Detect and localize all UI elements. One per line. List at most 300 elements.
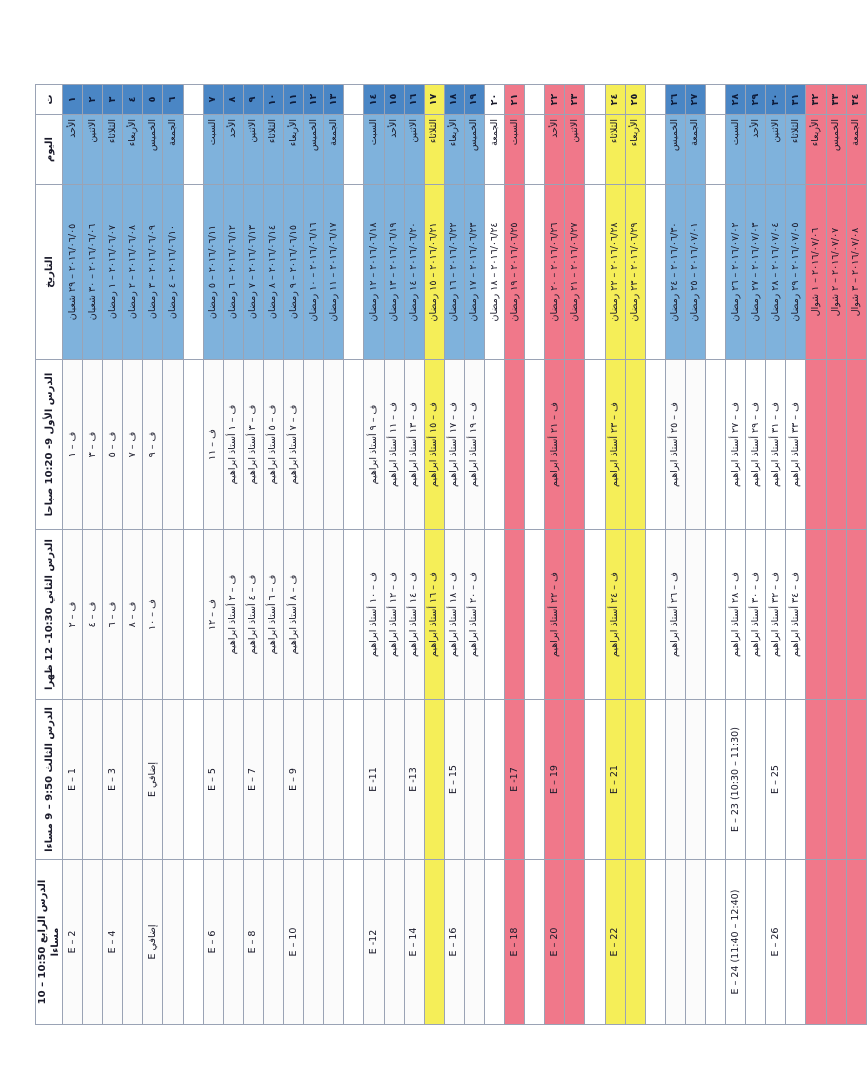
cell-lesson-3: E – 21 <box>605 700 625 860</box>
cell-lesson-3 <box>424 700 444 860</box>
header-num: ت <box>36 85 63 115</box>
cell-num: ١١ <box>284 85 304 115</box>
schedule-row <box>726 85 746 1025</box>
cell-lesson-3 <box>324 700 344 860</box>
cell-lesson-2 <box>846 530 866 700</box>
cell-lesson-1: ف – ١٩ أستاذ ابراهيم <box>464 360 484 530</box>
cell-day: الجمعة <box>685 115 705 185</box>
cell-num: ٣٢ <box>806 85 826 115</box>
cell-lesson-3: E – 7 <box>243 700 263 860</box>
cell-date: ٢٠١٦/٠٦/٢٣ – ١٧ رمضان <box>464 185 484 360</box>
cell-lesson-2 <box>585 530 605 700</box>
cell-lesson-1: ف – ٧ أستاذ ابراهيم <box>284 360 304 530</box>
cell-num <box>183 85 203 115</box>
cell-lesson-1: ف – ٩ <box>143 360 163 530</box>
cell-num: ٨ <box>223 85 243 115</box>
cell-num: ٢٦ <box>665 85 685 115</box>
cell-date: ٢٠١٦/٠٧/٠١ – ٢٥ رمضان <box>685 185 705 360</box>
cell-lesson-2: ف – ٤ <box>83 530 103 700</box>
cell-day: الاثنين <box>83 115 103 185</box>
cell-day: الاثنين <box>243 115 263 185</box>
cell-date: ٢٠١٦/٠٦/١٧ – ١١ رمضان <box>324 185 344 360</box>
cell-day: الأربعاء <box>625 115 645 185</box>
cell-lesson-4 <box>83 860 103 1025</box>
cell-lesson-2 <box>565 530 585 700</box>
cell-lesson-3 <box>565 700 585 860</box>
cell-num <box>525 85 545 115</box>
cell-lesson-1: ف – ١١ أستاذ ابراهيم <box>384 360 404 530</box>
cell-num <box>645 85 665 115</box>
cell-lesson-2 <box>525 530 545 700</box>
cell-day: الأربعاء <box>806 115 826 185</box>
cell-lesson-1: ف – ٢٧ أستاذ ابراهيم <box>726 360 746 530</box>
cell-lesson-4 <box>324 860 344 1025</box>
cell-lesson-3 <box>123 700 143 860</box>
cell-lesson-2 <box>806 530 826 700</box>
schedule-row <box>123 85 143 1025</box>
cell-num: ١ <box>63 85 83 115</box>
schedule-table <box>35 84 867 1025</box>
cell-date: ٢٠١٦/٠٦/١٢ – ٦ رمضان <box>223 185 243 360</box>
cell-lesson-3 <box>706 700 726 860</box>
cell-lesson-4 <box>786 860 806 1025</box>
cell-lesson-3 <box>384 700 404 860</box>
schedule-row <box>846 85 866 1025</box>
cell-num: ٣ <box>103 85 123 115</box>
spacer-row <box>183 85 203 1025</box>
cell-lesson-3 <box>304 700 324 860</box>
spacer-row <box>645 85 665 1025</box>
cell-day: الخميس <box>464 115 484 185</box>
schedule-row <box>786 85 806 1025</box>
cell-day <box>645 115 665 185</box>
cell-lesson-1: ف – ٣ <box>83 360 103 530</box>
cell-day: الأحد <box>223 115 243 185</box>
schedule-row <box>284 85 304 1025</box>
cell-num: ١٧ <box>424 85 444 115</box>
schedule-row <box>605 85 625 1025</box>
cell-day: الجمعة <box>163 115 183 185</box>
cell-lesson-4 <box>123 860 143 1025</box>
cell-lesson-2: ف – ١٦ أستاذ ابراهيم <box>424 530 444 700</box>
cell-lesson-3: E إضافي <box>143 700 163 860</box>
cell-day: الخميس <box>826 115 846 185</box>
spacer-row <box>344 85 364 1025</box>
header-date: التاريخ <box>36 185 63 360</box>
cell-lesson-1 <box>304 360 324 530</box>
cell-lesson-4 <box>525 860 545 1025</box>
cell-lesson-2 <box>484 530 504 700</box>
cell-lesson-4: E – 10 <box>284 860 304 1025</box>
cell-lesson-3 <box>826 700 846 860</box>
schedule-row <box>364 85 384 1025</box>
cell-lesson-2 <box>706 530 726 700</box>
cell-lesson-3 <box>183 700 203 860</box>
cell-lesson-2: ف – ١٠ <box>143 530 163 700</box>
cell-day: السبت <box>726 115 746 185</box>
cell-day: الخميس <box>665 115 685 185</box>
cell-num: ١٦ <box>404 85 424 115</box>
cell-date: ٢٠١٦/٠٦/٢٨ – ٢٢ رمضان <box>605 185 625 360</box>
cell-lesson-2 <box>826 530 846 700</box>
cell-lesson-2: ف – ٢٢ أستاذ ابراهيم <box>545 530 565 700</box>
cell-lesson-2: ف – ١٨ أستاذ ابراهيم <box>444 530 464 700</box>
cell-lesson-1 <box>826 360 846 530</box>
cell-date: ٢٠١٦/٠٧/٠٢ – ٢٦ رمضان <box>726 185 746 360</box>
cell-lesson-3 <box>83 700 103 860</box>
cell-day: الثلاثاء <box>103 115 123 185</box>
cell-lesson-2: ف – ١٢ أستاذ ابراهيم <box>384 530 404 700</box>
cell-lesson-4 <box>645 860 665 1025</box>
schedule-row <box>324 85 344 1025</box>
cell-lesson-1: ف – ٩ أستاذ ابراهيم <box>364 360 384 530</box>
cell-num: ٣٠ <box>766 85 786 115</box>
cell-date: ٢٠١٦/٠٦/١٨ – ١٢ رمضان <box>364 185 384 360</box>
cell-num: ٢١ <box>505 85 525 115</box>
cell-lesson-3 <box>484 700 504 860</box>
cell-lesson-3: E – 23 (10:30 – 11:30) <box>726 700 746 860</box>
cell-day: الأربعاء <box>284 115 304 185</box>
schedule-row <box>444 85 464 1025</box>
cell-date: ٢٠١٦/٠٦/٢١ – ١٥ رمضان <box>424 185 444 360</box>
cell-num: ٩ <box>243 85 263 115</box>
cell-num: ٦ <box>163 85 183 115</box>
cell-lesson-2: ف – ٢٤ أستاذ ابراهيم <box>605 530 625 700</box>
cell-lesson-2: ف – ٢ <box>63 530 83 700</box>
cell-lesson-1: ف – ١٧ أستاذ ابراهيم <box>444 360 464 530</box>
cell-lesson-2: ف – ٢٨ أستاذ ابراهيم <box>726 530 746 700</box>
cell-lesson-2: ف – ٤ أستاذ ابراهيم <box>243 530 263 700</box>
cell-lesson-4 <box>424 860 444 1025</box>
cell-lesson-1 <box>706 360 726 530</box>
cell-num: ٣٤ <box>846 85 866 115</box>
cell-lesson-2 <box>505 530 525 700</box>
cell-lesson-4 <box>826 860 846 1025</box>
schedule-row <box>243 85 263 1025</box>
schedule-row <box>464 85 484 1025</box>
cell-num: ٢ <box>83 85 103 115</box>
cell-lesson-2 <box>344 530 364 700</box>
cell-lesson-1: ف – ٣٣ أستاذ ابراهيم <box>786 360 806 530</box>
cell-lesson-1 <box>806 360 826 530</box>
cell-lesson-3: E -13 <box>404 700 424 860</box>
cell-day: الأحد <box>384 115 404 185</box>
cell-lesson-4 <box>484 860 504 1025</box>
cell-day: الجمعة <box>846 115 866 185</box>
cell-lesson-1 <box>525 360 545 530</box>
spacer-row <box>585 85 605 1025</box>
cell-lesson-4 <box>806 860 826 1025</box>
cell-lesson-4 <box>565 860 585 1025</box>
cell-lesson-4 <box>625 860 645 1025</box>
cell-lesson-1 <box>324 360 344 530</box>
cell-lesson-2 <box>304 530 324 700</box>
cell-lesson-3: E – 1 <box>63 700 83 860</box>
cell-num: ٢٢ <box>545 85 565 115</box>
schedule-row <box>625 85 645 1025</box>
cell-lesson-2 <box>625 530 645 700</box>
cell-lesson-4: E – 24 (11:40 – 12:40) <box>726 860 746 1025</box>
schedule-row <box>746 85 766 1025</box>
schedule-row <box>63 85 83 1025</box>
cell-lesson-4 <box>746 860 766 1025</box>
cell-date: ٢٠١٦/٠٧/٠٥ – ٢٩ رمضان <box>786 185 806 360</box>
cell-date: ٢٠١٦/٠٦/١٩ – ١٣ رمضان <box>384 185 404 360</box>
cell-lesson-3 <box>625 700 645 860</box>
cell-date <box>585 185 605 360</box>
schedule-row <box>384 85 404 1025</box>
cell-day <box>525 115 545 185</box>
cell-lesson-1: ف – ٢١ أستاذ ابراهيم <box>545 360 565 530</box>
cell-lesson-4: E – 8 <box>243 860 263 1025</box>
cell-lesson-4 <box>263 860 283 1025</box>
cell-lesson-3: E – 15 <box>444 700 464 860</box>
cell-lesson-2: ف – ٢٠ أستاذ ابراهيم <box>464 530 484 700</box>
cell-day: الثلاثاء <box>263 115 283 185</box>
schedule-row <box>766 85 786 1025</box>
cell-date: ٢٠١٦/٠٦/٠٩ – ٣ رمضان <box>143 185 163 360</box>
schedule-row <box>304 85 324 1025</box>
cell-day <box>585 115 605 185</box>
cell-num: ٢٣ <box>565 85 585 115</box>
cell-date <box>183 185 203 360</box>
cell-lesson-4 <box>163 860 183 1025</box>
cell-lesson-3: E -11 <box>364 700 384 860</box>
schedule-row <box>826 85 846 1025</box>
cell-day: الاثنين <box>404 115 424 185</box>
cell-lesson-2: ف – ٣٠ أستاذ ابراهيم <box>746 530 766 700</box>
spacer-row <box>706 85 726 1025</box>
cell-num: ٢٨ <box>726 85 746 115</box>
cell-num: ١٨ <box>444 85 464 115</box>
cell-lesson-2 <box>645 530 665 700</box>
cell-num <box>706 85 726 115</box>
cell-date: ٢٠١٦/٠٦/٢٦ – ٢٠ رمضان <box>545 185 565 360</box>
header-row <box>36 85 63 1025</box>
cell-lesson-1: ف – ٥ <box>103 360 123 530</box>
schedule-row <box>404 85 424 1025</box>
cell-day: الأحد <box>545 115 565 185</box>
cell-date: ٢٠١٦/٠٧/٠٦ – ١ شوال <box>806 185 826 360</box>
cell-lesson-3 <box>645 700 665 860</box>
cell-lesson-4: E -12 <box>364 860 384 1025</box>
cell-num: ٤ <box>123 85 143 115</box>
cell-date: ٢٠١٦/٠٦/١١ – ٥ رمضان <box>203 185 223 360</box>
cell-day: السبت <box>505 115 525 185</box>
cell-num: ١٠ <box>263 85 283 115</box>
cell-num: ١٢ <box>304 85 324 115</box>
cell-lesson-1 <box>163 360 183 530</box>
cell-lesson-3 <box>525 700 545 860</box>
cell-lesson-3 <box>464 700 484 860</box>
schedule-body <box>63 85 867 1025</box>
cell-lesson-2: ف – ٣٤ أستاذ ابراهيم <box>786 530 806 700</box>
cell-num: ١٥ <box>384 85 404 115</box>
cell-lesson-1 <box>585 360 605 530</box>
cell-num <box>585 85 605 115</box>
header-lesson-3: الدرس الثالث 9:50 – 9 مساءا <box>36 700 63 860</box>
cell-lesson-4 <box>384 860 404 1025</box>
cell-lesson-4: E – 22 <box>605 860 625 1025</box>
cell-day: الاثنين <box>565 115 585 185</box>
cell-lesson-4: E إضافي <box>143 860 163 1025</box>
cell-date: ٢٠١٦/٠٦/٢٥ – ١٩ رمضان <box>505 185 525 360</box>
cell-num: ٥ <box>143 85 163 115</box>
cell-date: ٢٠١٦/٠٦/٠٥ – ٢٩ شعبان <box>63 185 83 360</box>
cell-lesson-1: ف – ٥ أستاذ ابراهيم <box>263 360 283 530</box>
cell-date: ٢٠١٦/٠٦/٢٠ – ١٤ رمضان <box>404 185 424 360</box>
cell-date: ٢٠١٦/٠٧/٠٤ – ٢٨ رمضان <box>766 185 786 360</box>
cell-lesson-2 <box>163 530 183 700</box>
cell-lesson-3 <box>585 700 605 860</box>
cell-lesson-3 <box>223 700 243 860</box>
cell-lesson-3: E – 5 <box>203 700 223 860</box>
cell-day: الخميس <box>143 115 163 185</box>
cell-lesson-4: E – 14 <box>404 860 424 1025</box>
cell-day: السبت <box>203 115 223 185</box>
spacer-row <box>525 85 545 1025</box>
schedule-row <box>484 85 504 1025</box>
cell-day: الثلاثاء <box>786 115 806 185</box>
cell-lesson-4 <box>685 860 705 1025</box>
cell-lesson-2: ف – ٢٦ أستاذ ابراهيم <box>665 530 685 700</box>
schedule-row <box>424 85 444 1025</box>
cell-lesson-3 <box>746 700 766 860</box>
schedule-row <box>223 85 243 1025</box>
cell-num: ٢٩ <box>746 85 766 115</box>
cell-day: الخميس <box>304 115 324 185</box>
cell-lesson-1: ف – ٧ <box>123 360 143 530</box>
cell-lesson-2: ف – ١٠ أستاذ ابراهيم <box>364 530 384 700</box>
cell-date: ٢٠١٦/٠٦/١٠ – ٤ رمضان <box>163 185 183 360</box>
cell-lesson-3 <box>665 700 685 860</box>
schedule-row <box>505 85 525 1025</box>
cell-lesson-3 <box>846 700 866 860</box>
cell-num: ١٩ <box>464 85 484 115</box>
cell-lesson-3 <box>263 700 283 860</box>
cell-lesson-4: E – 18 <box>505 860 525 1025</box>
cell-lesson-3: E – 19 <box>545 700 565 860</box>
cell-lesson-2: ف – ٣٢ أستاذ ابراهيم <box>766 530 786 700</box>
cell-num: ١٤ <box>364 85 384 115</box>
cell-lesson-1: ف – ٢٩ أستاذ ابراهيم <box>746 360 766 530</box>
cell-lesson-4 <box>846 860 866 1025</box>
cell-date: ٢٠١٦/٠٦/٠٧ – ١ رمضان <box>103 185 123 360</box>
cell-num: ٢٤ <box>605 85 625 115</box>
cell-date <box>525 185 545 360</box>
cell-date: ٢٠١٦/٠٧/٠٣ – ٢٧ رمضان <box>746 185 766 360</box>
schedule-row <box>545 85 565 1025</box>
cell-num: ١٣ <box>324 85 344 115</box>
cell-date <box>706 185 726 360</box>
cell-lesson-1 <box>565 360 585 530</box>
schedule-row <box>143 85 163 1025</box>
cell-lesson-4: E – 20 <box>545 860 565 1025</box>
cell-lesson-1 <box>645 360 665 530</box>
cell-lesson-3 <box>685 700 705 860</box>
cell-num: ٣١ <box>786 85 806 115</box>
cell-date: ٢٠١٦/٠٦/٢٤ – ١٨ رمضان <box>484 185 504 360</box>
cell-date: ٢٠١٦/٠٦/١٤ – ٨ رمضان <box>263 185 283 360</box>
cell-lesson-2 <box>183 530 203 700</box>
cell-date: ٢٠١٦/٠٦/٢٧ – ٢١ رمضان <box>565 185 585 360</box>
cell-lesson-4 <box>344 860 364 1025</box>
cell-day: السبت <box>364 115 384 185</box>
schedule-sheet <box>35 85 862 1025</box>
header-lesson-4: الدرس الرابع 10:50 – 10 مساءا <box>36 860 63 1025</box>
cell-lesson-2 <box>685 530 705 700</box>
cell-lesson-2: ف – ٢ أستاذ ابراهيم <box>223 530 243 700</box>
cell-day: الجمعة <box>484 115 504 185</box>
cell-lesson-4 <box>223 860 243 1025</box>
cell-lesson-2: ف – ٨ أستاذ ابراهيم <box>284 530 304 700</box>
cell-lesson-4 <box>585 860 605 1025</box>
cell-lesson-2: ف – ١٢ <box>203 530 223 700</box>
schedule-row <box>685 85 705 1025</box>
cell-lesson-2 <box>324 530 344 700</box>
cell-lesson-1: ف – ٢٥ أستاذ ابراهيم <box>665 360 685 530</box>
cell-lesson-1 <box>484 360 504 530</box>
cell-lesson-1: ف – ١٣ أستاذ ابراهيم <box>404 360 424 530</box>
schedule-row <box>103 85 123 1025</box>
cell-lesson-4 <box>183 860 203 1025</box>
cell-num <box>344 85 364 115</box>
cell-num: ٧ <box>203 85 223 115</box>
schedule-row <box>565 85 585 1025</box>
header-lesson-1: الدرس الأول 9- 10:20 صباحا <box>36 360 63 530</box>
cell-lesson-3 <box>163 700 183 860</box>
cell-lesson-1 <box>505 360 525 530</box>
cell-lesson-3: E -17 <box>505 700 525 860</box>
cell-day <box>344 115 364 185</box>
schedule-row <box>203 85 223 1025</box>
cell-lesson-4: E – 2 <box>63 860 83 1025</box>
cell-num: ٢٧ <box>685 85 705 115</box>
cell-date: ٢٠١٦/٠٦/٢٩ – ٢٣ رمضان <box>625 185 645 360</box>
cell-day: الأربعاء <box>444 115 464 185</box>
cell-date: ٢٠١٦/٠٦/١٥ – ٩ رمضان <box>284 185 304 360</box>
cell-day: الاثنين <box>766 115 786 185</box>
cell-num: ٣٣ <box>826 85 846 115</box>
cell-lesson-1 <box>685 360 705 530</box>
schedule-row <box>163 85 183 1025</box>
cell-lesson-2: ف – ١٤ أستاذ ابراهيم <box>404 530 424 700</box>
cell-day: الثلاثاء <box>605 115 625 185</box>
cell-lesson-4 <box>665 860 685 1025</box>
cell-day: الجمعة <box>324 115 344 185</box>
cell-date: ٢٠١٦/٠٦/٠٦ – ٣٠ شعبان <box>83 185 103 360</box>
schedule-row <box>83 85 103 1025</box>
cell-date: ٢٠١٦/٠٦/٠٨ – ٢ رمضان <box>123 185 143 360</box>
cell-lesson-2: ف – ٦ <box>103 530 123 700</box>
cell-lesson-1: ف – ٢٣ أستاذ ابراهيم <box>605 360 625 530</box>
cell-day: الأحد <box>63 115 83 185</box>
cell-lesson-3 <box>344 700 364 860</box>
cell-lesson-3 <box>806 700 826 860</box>
cell-lesson-1: ف – ٣ أستاذ ابراهيم <box>243 360 263 530</box>
cell-lesson-2: ف – ٨ <box>123 530 143 700</box>
cell-lesson-4 <box>304 860 324 1025</box>
cell-lesson-1: ف – ١٥ أستاذ ابراهيم <box>424 360 444 530</box>
cell-lesson-4: E – 26 <box>766 860 786 1025</box>
cell-num: ٢٥ <box>625 85 645 115</box>
cell-lesson-1 <box>625 360 645 530</box>
cell-lesson-3: E – 3 <box>103 700 123 860</box>
cell-date: ٢٠١٦/٠٦/١٦ – ١٠ رمضان <box>304 185 324 360</box>
rotated-schedule <box>35 85 862 1025</box>
schedule-row <box>263 85 283 1025</box>
cell-lesson-4 <box>464 860 484 1025</box>
